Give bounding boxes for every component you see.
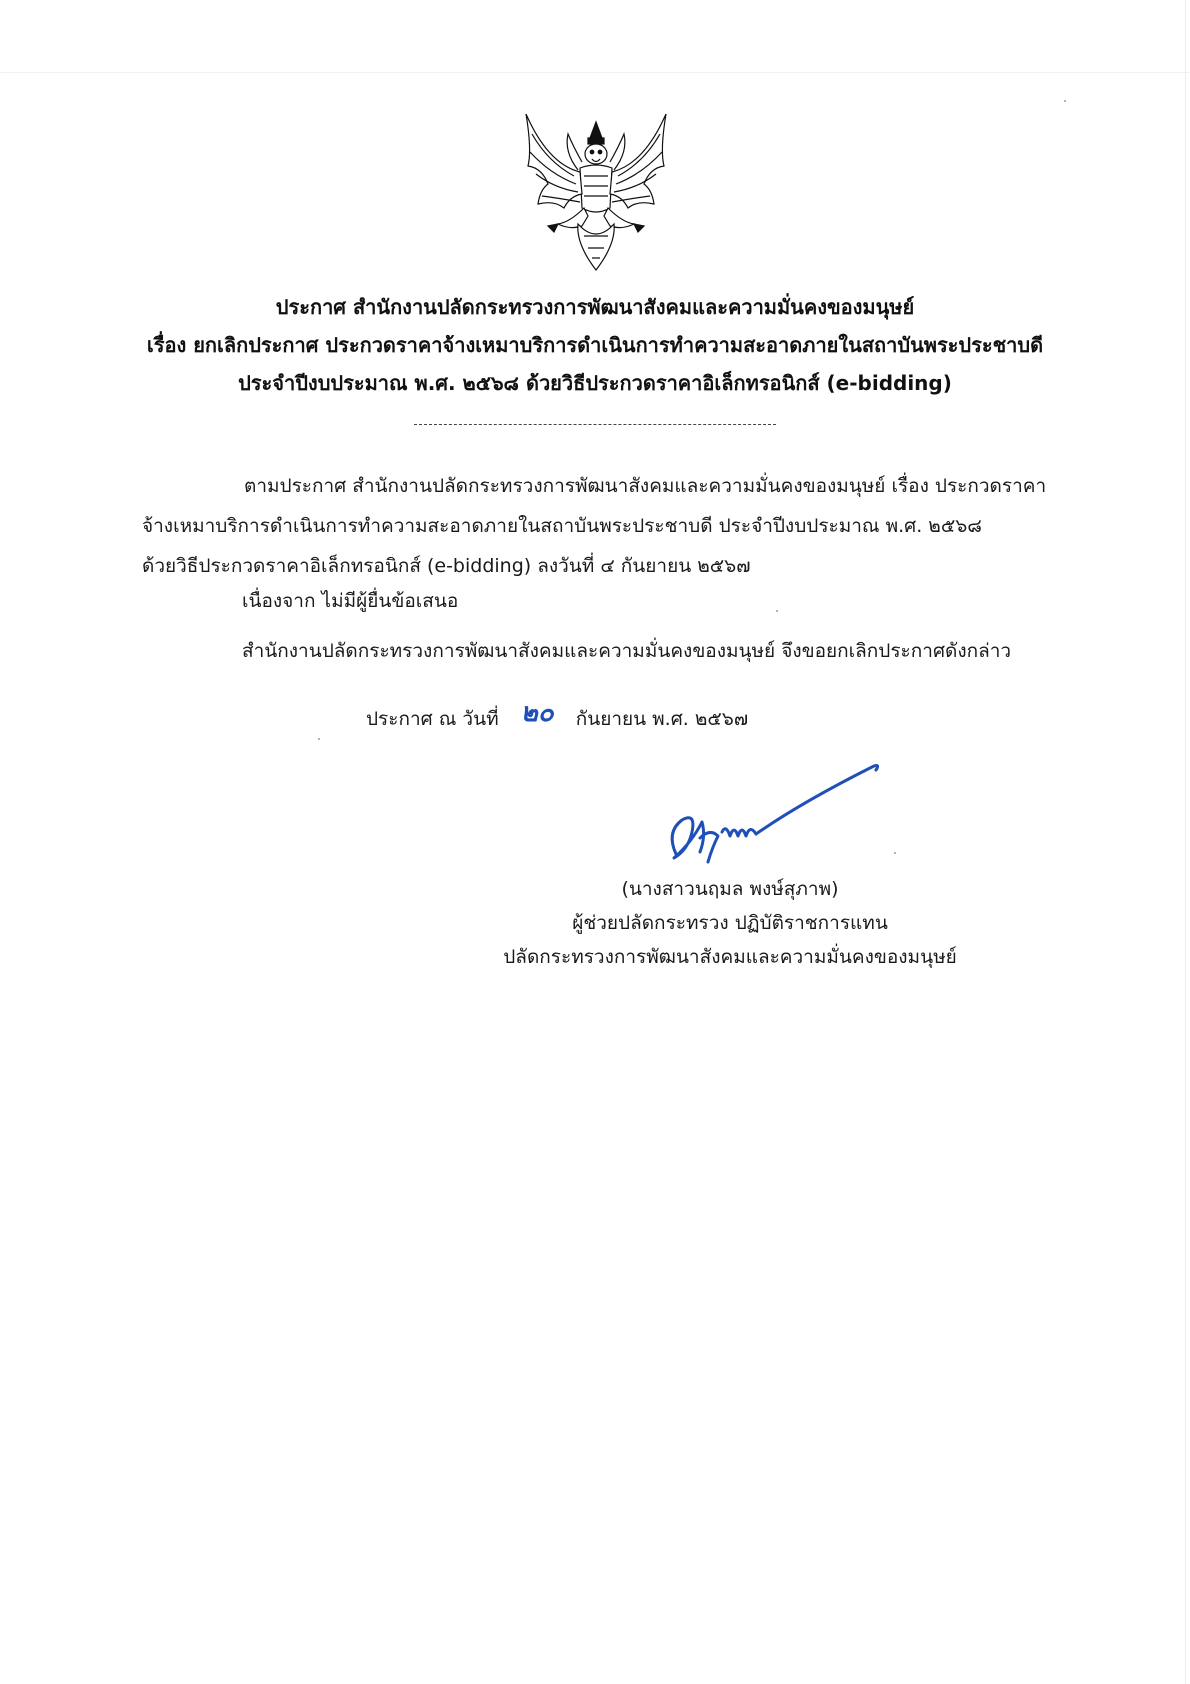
signer-office: ปลัดกระทรวงการพัฒนาสังคมและความมั่นคงของมนุษย์ bbox=[503, 946, 957, 968]
scan-speck bbox=[318, 738, 320, 740]
date-month-year: กันยายน พ.ศ. ๒๕๖๗ bbox=[575, 708, 749, 730]
scan-edge bbox=[1185, 0, 1186, 1684]
reason-text: เนื่องจาก ไม่มีผู้ยื่นข้อเสนอ bbox=[242, 590, 459, 612]
paragraph-line-3: ด้วยวิธีประกวดราคาอิเล็กทรอนิกส์ (e-bidding) ลงวันที่ ๔ กันยายน ๒๕๖๗ bbox=[142, 555, 751, 577]
title-line-1: ประกาศ สำนักงานปลัดกระทรวงการพัฒนาสังคมและความมั่นคงของมนุษย์ bbox=[275, 295, 915, 319]
garuda-emblem-icon bbox=[518, 104, 674, 276]
body-paragraph bbox=[142, 466, 1062, 586]
scan-speck bbox=[776, 610, 778, 612]
signer-name: (นางสาวนฤมล พงษ์สุภาพ) bbox=[621, 878, 839, 900]
signer-position: ผู้ช่วยปลัดกระทรวง ปฏิบัติราชการแทน bbox=[572, 912, 888, 934]
scan-speck bbox=[1064, 100, 1066, 102]
announcement-title bbox=[60, 288, 1130, 402]
paragraph-line-1: ตามประกาศ สำนักงานปลัดกระทรวงการพัฒนาสังคมและความมั่นคงของมนุษย์ เรื่อง ประกวดราคา bbox=[244, 475, 1047, 497]
signature-block bbox=[480, 872, 980, 974]
scan-edge bbox=[0, 72, 1190, 73]
paragraph-line-2: จ้างเหมาบริการดำเนินการทำความสะอาดภายในสถาบันพระประชาบดี ประจำปีงบประมาณ พ.ศ. ๒๕๖๘ bbox=[142, 515, 982, 537]
title-divider bbox=[414, 424, 776, 425]
announcement-date bbox=[366, 696, 748, 737]
cancellation-text: สำนักงานปลัดกระทรวงการพัฒนาสังคมและความมั่นคงของมนุษย์ จึงขอยกเลิกประกาศดังกล่าว bbox=[242, 640, 1012, 662]
title-line-2: เรื่อง ยกเลิกประกาศ ประกวดราคาจ้างเหมาบริการดำเนินการทำความสะอาดภายในสถาบันพระประชาบดี bbox=[146, 333, 1044, 357]
date-prefix: ประกาศ ณ วันที่ bbox=[366, 708, 499, 730]
date-day-handwritten: ๒๐ bbox=[520, 698, 554, 728]
title-line-3: ประจำปีงบประมาณ พ.ศ. ๒๕๖๘ ด้วยวิธีประกวดราคาอิเล็กทรอนิกส์ (e-bidding) bbox=[238, 371, 952, 395]
signature-icon bbox=[652, 762, 892, 872]
scan-speck bbox=[894, 852, 896, 854]
